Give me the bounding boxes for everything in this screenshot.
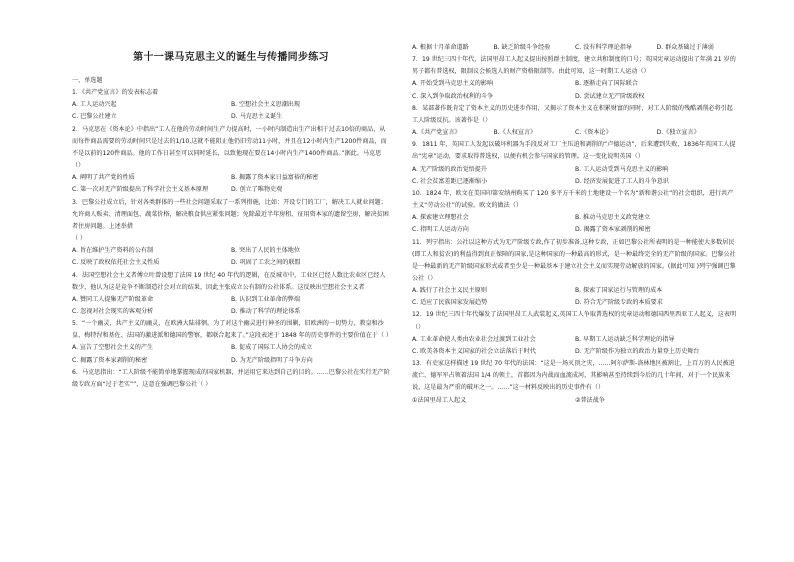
question-9-stem: 9．1811 年，英国工人发起以破坏机器为手段反对工厂主压迫和剥削的“卢德运动”，后来遭到失败，1836年英国工人提出“宪章”运动，要求取得普选权，以便有机会参与国家的管理。这一变化说明英国（）	[412, 141, 736, 161]
question-3-blank: （ ）	[72, 235, 87, 243]
option-a: A.《共产党宣言》	[412, 129, 461, 137]
option-c: C. 指明工人运动方向	[412, 226, 469, 234]
item-1: ①法国里昂工人起义	[412, 396, 467, 404]
option-b: B.《人权宣言》	[493, 129, 537, 137]
question-11-options	[412, 285, 738, 309]
option-d: D. 尝试建立无产阶级政权	[575, 92, 645, 100]
option-b: B. 促成了国际工人协会的成立	[231, 344, 313, 352]
question-6-stem: 6．马克思指出：“工人阶级不能简单地掌握现成的国家机器，并运用它来达到自己的目的。……巴黎公社在实行无产阶级专政方面“过于老实””，这意在强调巴黎公社（ ）	[72, 368, 390, 388]
question-6-options	[412, 42, 738, 54]
option-a: A. 旨在维护生产资料的公有制	[72, 247, 154, 255]
option-b: B. 探索了国家运行与管理的成本	[575, 287, 663, 295]
option-c: C. 忽视对社会现实的客观分析	[72, 307, 154, 315]
option-d: D. 为无产阶级指明了斗争方向	[231, 356, 313, 364]
question-2-stem: 2．马克思在《资本论》中指出“工人在他的劳动时间生产力提高时，一小时内制造出生产出相于过去10倍的商品，从而每件商品需要的劳动时间只是过去的1/10,这就不能阻止他仍旧劳动11小时，并且在12小时内生产1200件商品，而不是以前的120件商品。他的工作日甚至可以同时延长，以致他现在要在14小时内生产1400件商品。”据此，马克思（）	[72, 125, 387, 170]
question-5-options	[72, 342, 390, 366]
option-c: C. 巴黎公社建立	[72, 113, 117, 121]
option-b: B. 空想社会主义思潮出现	[231, 101, 300, 109]
option-b: B. 缺乏阶级斗争经验	[493, 44, 551, 51]
option-a: A. 工业革命使人类由农业社会过渡到工业社会	[412, 335, 536, 343]
option-d: D. 群众基础过于薄弱	[656, 44, 714, 51]
option-a: A. 根据十月革命道路	[412, 44, 469, 51]
question-3-stem: 3．巴黎公社成立后，针对各类群体的一些社会问题采取了一系列措施，比如：开设专门的工厂，解决工人就业问题；允许商人贩卖、清理面包、蔬菜价格，解决粮食供应紧张问题；免除最近半年房租、征用资本家的遗留空房，解决贫困者住房问题。上述举措	[72, 198, 389, 230]
question-4-stem: 4．法国空想社会主义者傅立叶曾设想了法国 19 世纪 40 年代的逻辑，在反城市中，工业区已经人数比农业区已经人数少，他认为这是竞争不断制造社会对立的结果，因此主张成立公有制的公社体系。这反映出空想社会主义者	[72, 271, 386, 291]
option-c: C. 反映了政权依托社会主义性质	[72, 259, 160, 267]
option-b: B. 推动马克思主义政党建立	[575, 214, 651, 222]
option-c: C. 社会贫富差距已逐渐缩小	[412, 177, 488, 185]
option-c: C. 欧美各资本主义国家的社会立法落后于时代	[412, 347, 536, 355]
question-7-stem: 7．19 世纪三四十年代，法国里昂工人起义提出按照群主制度，建立共和制度的口号；英国宪章运动提出了年满 21 岁的男子都有普选权，限制议会候选人的财产资格限制等。由此可知，这一时期工人运动（）	[412, 56, 736, 76]
option-b: B. 早期工人运动缺乏科学理论的指导	[575, 335, 675, 343]
item-2: ②普法战争	[575, 396, 605, 404]
option-d: D.《独立宣言》	[656, 129, 700, 137]
option-a: A. 探索建立理想社会	[412, 214, 469, 222]
option-c: C. 深入到争取政治权利的斗争	[412, 92, 494, 100]
option-a: A. 工人运动兴起	[72, 101, 117, 109]
question-13-stem: 13．有史家这样描述 19 世纪 70 年代的法国：“这是一场灭顶之灾，……阿尔萨斯-洛林地区被割让，上百万的人民被迫流亡，德军军占领着法国 1/4 的领土，首都因为内战而血流成河，其影响甚至持续到今后的几十年间，对于一个民族来说，这是最为严重的破坏之一。……”这一材料反映出的历史事件有（）	[412, 360, 735, 392]
option-a: A. 宣告了空想社会主义的产生	[72, 344, 154, 352]
section-heading: 一、单选题	[72, 77, 103, 84]
option-a: A. 阐明了共产党的性质	[72, 174, 135, 182]
option-c: C. 适应了民族国家发展趋势	[412, 299, 488, 307]
question-8-options	[412, 127, 738, 139]
question-10-stem: 10．1824 年，欧文在美国印第安纳州购买了 120 多平方千米的土地建设一个名为“新和谐公社”的社会组织，进行共产主义“劳动公社”的试验。欧文的做法（）	[412, 189, 734, 210]
option-b: B. 工人运动受到马克思主义的影响	[575, 165, 669, 173]
option-c: C. 揭露了资本家剥削的秘密	[72, 356, 148, 364]
option-d: D. 经济发展促进了工人的斗争意识	[575, 177, 669, 185]
option-d: D. 推动了科学的理论体系	[231, 307, 301, 315]
option-c: C.《资本论》	[575, 129, 612, 137]
page-title: 第十一课马克思主义的诞生与传播同步练习	[133, 52, 329, 63]
left-column	[72, 48, 393, 391]
question-11-stem: 11．列宁指出：公社以这种方式为无产阶级专政,作了初步准备,这种专政，正如巴黎公社所表明的是一种能使大多数居民(即工人和贫农)的利益得到真正保障的国家,是这种国家的一种最高的形式，是一种最终完全的无产阶级的国家。巴黎公社是一种最新的无产阶级国家形式或者至少是一种最基本于建立社会主义而实现劳动解放的国家。(据此可知 )列宁强调巴黎公社（）	[412, 238, 736, 282]
option-a: A. 开始受到马克思主义的影响	[412, 80, 494, 88]
question-7-options	[412, 78, 738, 102]
question-9-options	[412, 164, 738, 188]
question-13-items	[412, 395, 738, 407]
option-b: B. 逐渐走向了国际联合	[575, 80, 638, 88]
question-3-options	[72, 245, 390, 269]
question-10-options	[412, 212, 738, 236]
question-5-stem: 5．“一个幽灵，共产主义的幽灵，在欧洲大陆徘徊。为了对这个幽灵进行神圣的围剿，旧欧洲的一切势力，教皇和沙皇、梅特涅和基佐、法国的激进派和德国的警察，都联合起来了。”这段表述于 1848 年的历史事件的主要价值在于（ ）	[72, 320, 393, 340]
question-1-options	[72, 99, 390, 123]
question-4-options	[72, 294, 390, 318]
question-12-stem: 12．19 世纪三四十年代爆发了法国里昂工人武装起义,英国工人争取普选权的宪章运动和德国西里西亚工人起义，这表明（）	[412, 311, 737, 331]
option-a: A. 无产阶级的政治觉悟提升	[412, 165, 487, 173]
option-d: D. 揭露了资本家剥削的秘密	[575, 226, 651, 234]
option-d: D. 无产阶级作为独立的政治力量登上历史舞台	[575, 347, 700, 355]
right-column	[412, 42, 738, 407]
option-b: B. 认识到工业革命的弊端	[231, 295, 300, 303]
option-a: A. 赞同工人提集无产阶级革命	[72, 295, 154, 303]
question-1-stem: 1．《共产党宣言》的发表标志着	[72, 89, 159, 97]
option-d: D. 符合无产阶级专政的本质要求	[575, 299, 663, 307]
option-c: C. 第一次对无产阶级提出了科学社会主义基本原理	[72, 186, 209, 194]
question-2-options	[72, 172, 390, 196]
option-d: D. 马克思主义诞生	[231, 113, 283, 121]
option-d: D. 巩固了工农之间的联盟	[231, 259, 301, 267]
question-8-stem: 8．某部著作既肯定了资本主义的历史进步作用，又揭示了资本主义在积累财富的同时，对工人阶级的残酷剥削必将引起工人阶级反抗。该著作是（）	[412, 104, 733, 124]
option-c: C. 没有科学理论指导	[575, 44, 632, 51]
option-a: A. 践行了社会主义民主原则	[412, 287, 487, 295]
option-b: B. 突出了人民的主体地位	[231, 247, 300, 255]
option-d: D. 创立了唯物史观	[231, 186, 283, 194]
option-b: B. 揭露了资本家日益富裕的秘密	[231, 174, 319, 182]
question-12-options	[412, 334, 738, 358]
